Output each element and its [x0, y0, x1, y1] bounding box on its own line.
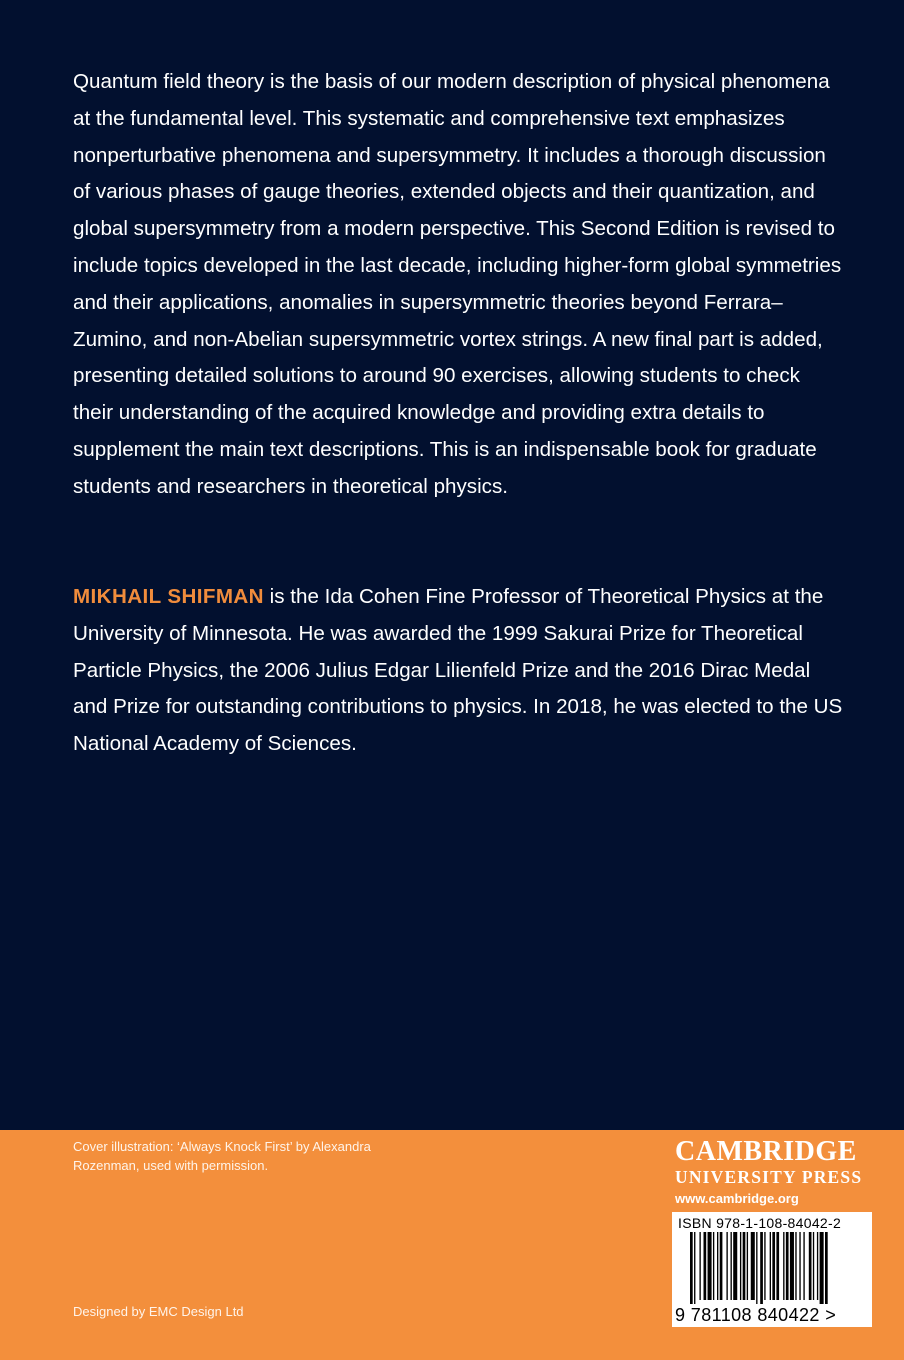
barcode-bar — [809, 1232, 812, 1300]
publisher-name: CAMBRIDGE — [675, 1136, 857, 1167]
barcode-bar — [733, 1232, 737, 1300]
barcode-bars — [672, 1232, 872, 1306]
publisher-logo — [675, 1137, 875, 1209]
barcode-bar — [751, 1232, 755, 1300]
publisher-url: www.cambridge.org — [675, 1191, 799, 1206]
barcode-bar — [825, 1232, 828, 1304]
barcode-bar — [708, 1232, 712, 1300]
barcode-bar — [720, 1232, 723, 1300]
barcode-bar — [790, 1232, 794, 1300]
barcode-bar — [786, 1232, 789, 1300]
author-bio-text: is the Ida Cohen Fine Professor of Theoretical Physics at the University of Minnesota. He was awarded the 1999 Sakurai Prize for Theoretical Particle Physics, the 2006 Julius Edgar Lilienfeld Prize and the 2016 Dirac Medal and Prize for outstanding contributions to physics. In 2018, he was elected to the US National Academy of Sciences. — [73, 585, 843, 756]
cover-illustration-credit: Cover illustration: ‘Always Knock First’ by Alexandra Rozenman, used with permission. — [73, 1139, 371, 1173]
barcode-bar — [726, 1232, 727, 1300]
barcode-bar — [717, 1232, 718, 1300]
barcode-bar — [731, 1232, 732, 1300]
barcode-bar — [699, 1232, 700, 1300]
barcode-bar — [795, 1232, 796, 1300]
barcode-bar — [772, 1232, 775, 1300]
book-description: Quantum field theory is the basis of our modern description of physical phenomena at the fundamental level. This systematic and comprehensive text emphasizes nonperturbative phenomena and supersymmetry. It includes a thorough discussion of various phases of gauge theories, extended objects and their quantization, and global supersymmetry from a modern perspective. This Second Edition is revised to include topics developed in the last decade, including higher-form global symmetries and their applications, anomalies in supersymmetric theories beyond Ferrara–Zumino, and non-Abelian supersymmetric vortex strings. A new final part is added, presenting detailed solutions to around 90 exercises, allowing students to check their understanding of the acquired knowledge and providing extra details to supplement the main text descriptions. This is an indispensable book for graduate students and researchers in theoretical physics. — [73, 70, 842, 498]
barcode-bar — [776, 1232, 779, 1300]
barcode-bar — [743, 1232, 746, 1300]
author-name: MIKHAIL SHIFMAN — [73, 585, 264, 608]
barcode-bar — [799, 1232, 800, 1300]
barcode-bar — [747, 1232, 748, 1300]
barcode-bar — [690, 1232, 693, 1304]
publisher-press: UNIVERSITY PRESS — [675, 1167, 863, 1187]
barcode-bar — [783, 1232, 784, 1300]
barcode-bar — [756, 1232, 757, 1304]
barcode-bar — [760, 1232, 763, 1304]
isbn-barcode — [672, 1212, 872, 1327]
barcode-bar — [813, 1232, 814, 1300]
barcode-bar — [817, 1232, 818, 1300]
barcode-bar — [704, 1232, 707, 1300]
barcode-bar — [820, 1232, 824, 1304]
barcode-bar — [764, 1232, 765, 1300]
designer-credit: Designed by EMC Design Ltd — [73, 1304, 244, 1319]
barcode-bar — [694, 1232, 695, 1304]
barcode-bar — [713, 1232, 714, 1300]
author-bio — [73, 579, 843, 763]
footer-band — [0, 1130, 904, 1360]
barcode-digits: 9 781108 840422 > — [675, 1305, 837, 1325]
barcode-bar — [770, 1232, 771, 1300]
barcode-bar — [740, 1232, 741, 1300]
barcode-bar — [803, 1232, 804, 1300]
isbn-label: ISBN 978-1-108-84042-2 — [678, 1215, 842, 1231]
